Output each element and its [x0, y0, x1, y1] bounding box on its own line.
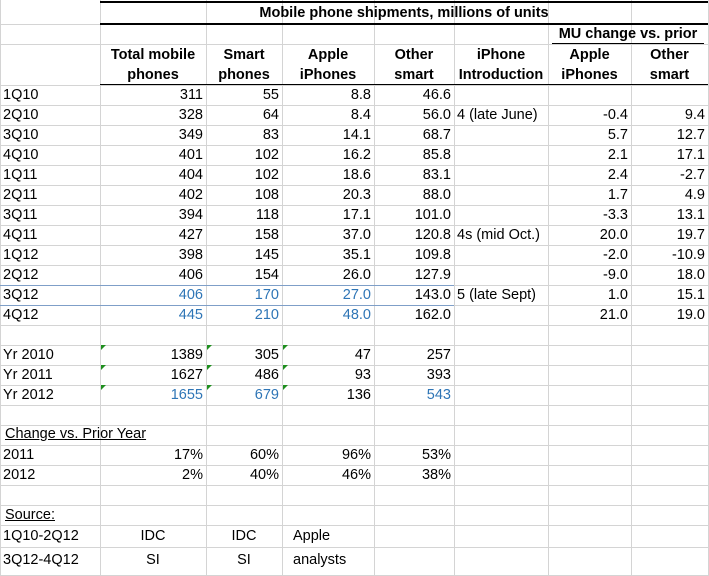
comment-marker[interactable] — [101, 345, 106, 350]
year-label[interactable]: Yr 2012 — [3, 387, 54, 403]
quarter-label[interactable]: 4Q12 — [3, 307, 39, 323]
source-apple[interactable]: Apple — [293, 528, 331, 544]
cell-apple[interactable]: 47 — [354, 347, 371, 363]
mu-header-underline — [552, 43, 704, 44]
cell-apple[interactable]: 14.1 — [342, 127, 371, 143]
quarter-label[interactable]: 1Q10 — [3, 87, 39, 103]
cell-total[interactable]: 401 — [178, 147, 203, 163]
comment-marker[interactable] — [207, 365, 212, 370]
cell-other[interactable]: 109.8 — [414, 247, 451, 263]
cell-other[interactable]: 38% — [421, 467, 451, 483]
source-smart[interactable]: SI — [237, 552, 251, 568]
cell-apple[interactable]: 96% — [341, 447, 371, 463]
cell-other[interactable]: 120.8 — [414, 227, 451, 243]
cell-smart[interactable]: 679 — [254, 387, 279, 403]
cell-mu-apple[interactable]: 2.1 — [607, 147, 628, 163]
cell-apple[interactable]: 27.0 — [342, 287, 371, 303]
comment-marker[interactable] — [283, 345, 288, 350]
cell-total[interactable]: 427 — [178, 227, 203, 243]
cell-mu-other[interactable]: 12.7 — [676, 127, 705, 143]
cell-mu-apple[interactable]: 5.7 — [607, 127, 628, 143]
header-mu-other-smart: Other smart — [649, 47, 690, 83]
header-total-mobile: Total mobile phones — [110, 47, 196, 83]
cell-smart[interactable]: 305 — [254, 347, 279, 363]
cell-smart[interactable]: 108 — [254, 187, 279, 203]
cell-mu-other[interactable]: -2.7 — [680, 167, 705, 183]
cell-mu-other[interactable]: -10.9 — [671, 247, 705, 263]
cell-total[interactable]: 404 — [178, 167, 203, 183]
cell-apple[interactable]: 17.1 — [342, 207, 371, 223]
quarter-label[interactable]: 4Q11 — [3, 227, 38, 243]
comment-marker[interactable] — [207, 385, 212, 390]
cell-smart[interactable]: 40% — [249, 467, 279, 483]
cell-apple[interactable]: 48.0 — [342, 307, 371, 323]
cell-smart[interactable]: 486 — [254, 367, 279, 383]
cell-apple[interactable]: 8.8 — [350, 87, 371, 103]
cell-smart[interactable]: 55 — [262, 87, 279, 103]
cell-other[interactable]: 101.0 — [414, 207, 451, 223]
cell-mu-apple[interactable]: -0.4 — [603, 107, 628, 123]
cell-apple[interactable]: 8.4 — [350, 107, 371, 123]
cell-apple[interactable]: 35.1 — [342, 247, 371, 263]
cell-smart[interactable]: 118 — [255, 207, 279, 223]
cell-mu-other[interactable]: 4.9 — [684, 187, 705, 203]
cell-smart[interactable]: 102 — [254, 147, 279, 163]
cell-other[interactable]: 393 — [426, 367, 451, 383]
cell-other[interactable]: 162.0 — [414, 307, 451, 323]
cell-mu-other[interactable]: 13.1 — [676, 207, 705, 223]
cell-total[interactable]: 311 — [179, 87, 203, 103]
cell-smart[interactable]: 210 — [254, 307, 279, 323]
cell-mu-other[interactable]: 17.1 — [676, 147, 705, 163]
cell-other[interactable]: 143.0 — [414, 287, 451, 303]
header-iphone-introduction: iPhone Introduction — [458, 47, 544, 83]
cell-other[interactable]: 543 — [426, 387, 451, 403]
cell-mu-apple[interactable]: 2.4 — [607, 167, 628, 183]
cell-total[interactable]: 402 — [178, 187, 203, 203]
cell-other[interactable]: 83.1 — [422, 167, 451, 183]
cell-mu-other[interactable]: 19.0 — [676, 307, 705, 323]
cell-total[interactable]: 349 — [178, 127, 203, 143]
source-title: Source: — [5, 507, 55, 523]
cell-total[interactable]: 406 — [178, 287, 203, 303]
cell-total[interactable]: 328 — [178, 107, 203, 123]
source-total[interactable]: SI — [146, 552, 160, 568]
cell-smart[interactable]: 170 — [254, 287, 279, 303]
cell-intro[interactable]: 4s (mid Oct.) — [457, 227, 540, 243]
title-top-border — [100, 1, 708, 3]
cell-other[interactable]: 46.6 — [422, 87, 451, 103]
source-total[interactable]: IDC — [140, 528, 166, 544]
comment-marker[interactable] — [101, 385, 106, 390]
cell-mu-other[interactable]: 18.0 — [676, 267, 705, 283]
table-title: Mobile phone shipments, millions of units — [259, 5, 549, 21]
cell-smart[interactable]: 145 — [254, 247, 279, 263]
year-label[interactable]: Yr 2011 — [3, 367, 53, 383]
cell-total[interactable]: 2% — [182, 467, 203, 483]
cell-total[interactable]: 398 — [178, 247, 203, 263]
cell-other[interactable]: 88.0 — [422, 187, 451, 203]
cell-total[interactable]: 17% — [173, 447, 203, 463]
cell-apple[interactable]: 37.0 — [342, 227, 371, 243]
cell-smart[interactable]: 154 — [254, 267, 279, 283]
change-title: Change vs. Prior Year — [5, 426, 147, 442]
header-mu-apple-iphones: Apple iPhones — [561, 47, 618, 83]
source-period[interactable]: 1Q10-2Q12 — [3, 528, 79, 544]
cell-other[interactable]: 56.0 — [422, 107, 451, 123]
cell-mu-apple[interactable]: 1.7 — [607, 187, 628, 203]
cell-intro[interactable]: 5 (late Sept) — [457, 287, 536, 303]
cell-mu-other[interactable]: 15.1 — [676, 287, 705, 303]
comment-marker[interactable] — [283, 365, 288, 370]
source-apple[interactable]: analysts — [293, 552, 347, 568]
change-year[interactable]: 2011 — [3, 447, 35, 463]
cell-apple[interactable]: 20.3 — [342, 187, 371, 203]
cell-apple[interactable]: 16.2 — [342, 147, 371, 163]
cell-intro[interactable]: 4 (late June) — [457, 107, 538, 123]
cell-other[interactable]: 85.8 — [422, 147, 451, 163]
quarter-label[interactable]: 4Q10 — [3, 147, 39, 163]
header-other-smart: Other smart — [394, 47, 434, 83]
cell-mu-apple[interactable]: -9.0 — [603, 267, 628, 283]
quarter-label[interactable]: 3Q10 — [3, 127, 39, 143]
quarter-label[interactable]: 3Q12 — [3, 287, 39, 303]
cell-apple[interactable]: 26.0 — [342, 267, 371, 283]
cell-apple[interactable]: 93 — [354, 367, 371, 383]
cell-mu-apple[interactable]: 21.0 — [599, 307, 628, 323]
cell-mu-apple[interactable]: 1.0 — [607, 287, 628, 303]
header-apple-iphones: Apple iPhones — [299, 47, 357, 83]
cell-smart[interactable]: 158 — [254, 227, 279, 243]
quarter-label[interactable]: 2Q11 — [3, 187, 38, 203]
cell-smart[interactable]: 64 — [262, 107, 279, 123]
quarter-label[interactable]: 3Q11 — [3, 207, 38, 223]
cell-total[interactable]: 1627 — [170, 367, 203, 383]
source-smart[interactable]: IDC — [231, 528, 257, 544]
quarter-label[interactable]: 2Q10 — [3, 107, 39, 123]
cell-total[interactable]: 445 — [178, 307, 203, 323]
mu-change-header: MU change vs. prior — [558, 26, 698, 42]
cell-other[interactable]: 53% — [421, 447, 451, 463]
cell-mu-other[interactable]: 9.4 — [684, 107, 705, 123]
cell-apple[interactable]: 136 — [346, 387, 371, 403]
comment-marker[interactable] — [207, 345, 212, 350]
cell-total[interactable]: 1655 — [170, 387, 203, 403]
cell-mu-apple[interactable]: -3.3 — [603, 207, 628, 223]
quarter-label[interactable]: 1Q12 — [3, 247, 39, 263]
cell-apple[interactable]: 18.6 — [342, 167, 371, 183]
year-label[interactable]: Yr 2010 — [3, 347, 54, 363]
cell-total[interactable]: 406 — [178, 267, 203, 283]
cell-mu-other[interactable]: 19.7 — [676, 227, 705, 243]
header-smart-phones: Smart phones — [218, 47, 270, 83]
source-period[interactable]: 3Q12-4Q12 — [3, 552, 79, 568]
change-year[interactable]: 2012 — [3, 467, 36, 483]
cell-smart[interactable]: 83 — [262, 127, 279, 143]
quarter-label[interactable]: 2Q12 — [3, 267, 39, 283]
cell-other[interactable]: 127.9 — [414, 267, 451, 283]
cell-smart[interactable]: 60% — [249, 447, 279, 463]
cell-mu-apple[interactable]: -2.0 — [603, 247, 628, 263]
cell-mu-apple[interactable]: 20.0 — [599, 227, 628, 243]
comment-marker[interactable] — [101, 365, 106, 370]
cell-apple[interactable]: 46% — [341, 467, 371, 483]
cell-other[interactable]: 68.7 — [422, 127, 451, 143]
quarter-label[interactable]: 1Q11 — [3, 167, 38, 183]
cell-other[interactable]: 257 — [426, 347, 451, 363]
comment-marker[interactable] — [283, 385, 288, 390]
cell-total[interactable]: 1389 — [170, 347, 203, 363]
cell-smart[interactable]: 102 — [254, 167, 279, 183]
estimate-separator-top — [0, 285, 454, 286]
cell-total[interactable]: 394 — [178, 207, 203, 223]
estimate-separator-bottom — [0, 305, 454, 306]
